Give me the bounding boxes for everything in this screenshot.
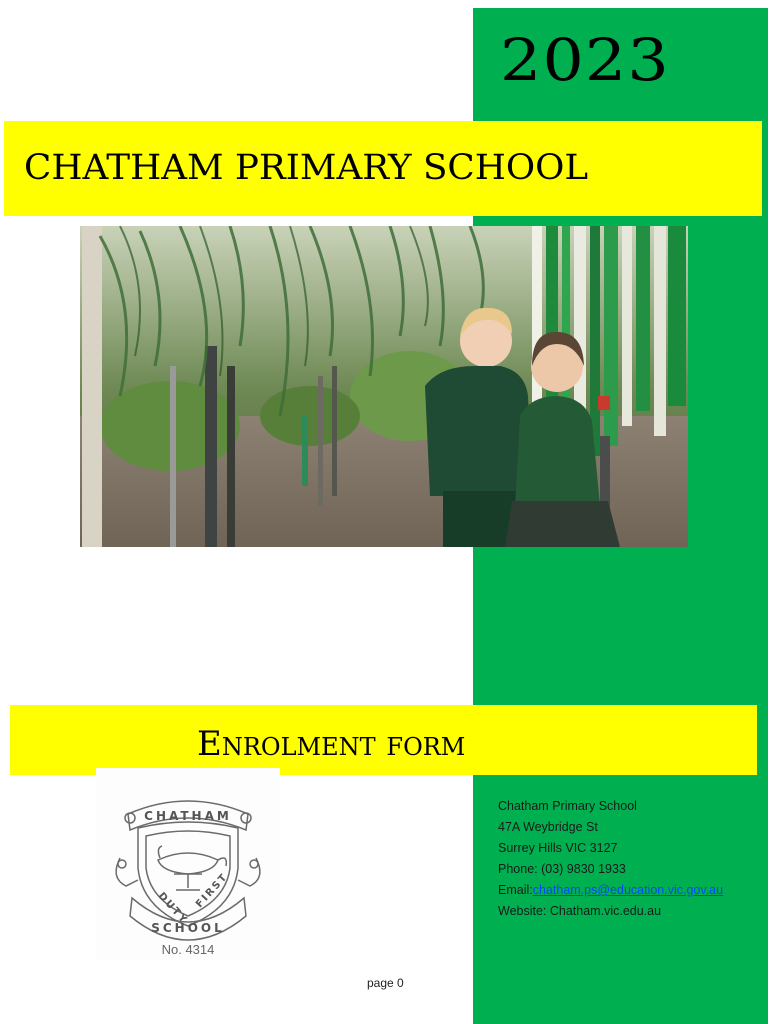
- form-title-banner: [10, 705, 757, 775]
- contact-school-name: Chatham Primary School: [498, 799, 637, 813]
- contact-email-row: [498, 880, 723, 901]
- contact-suburb: Surrey Hills VIC 3127: [498, 841, 618, 855]
- school-crest: [96, 768, 280, 960]
- contact-details: [498, 796, 723, 922]
- school-title: CHATHAM PRIMARY SCHOOL: [24, 148, 589, 188]
- svg-text:SCHOOL: SCHOOL: [151, 921, 225, 935]
- contact-phone: Phone: (03) 9830 1933: [498, 862, 626, 876]
- photo-illustration: [80, 226, 688, 547]
- contact-email-label: Email:: [498, 883, 533, 897]
- crest-icon: [96, 768, 280, 960]
- year-heading: 2023: [500, 26, 670, 94]
- page-number: page 0: [367, 976, 404, 990]
- contact-street: 47A Weybridge St: [498, 820, 598, 834]
- svg-text:CHATHAM: CHATHAM: [144, 809, 232, 823]
- contact-website: Website: Chatham.vic.edu.au: [498, 904, 662, 918]
- cover-photo: [80, 226, 688, 547]
- school-number: No. 4314: [161, 942, 215, 957]
- svg-text:FIRST: FIRST: [194, 871, 231, 911]
- svg-text:DUTY: DUTY: [155, 890, 190, 927]
- school-title-banner: [4, 121, 762, 216]
- form-title: Enrolment form: [197, 724, 466, 764]
- contact-email-link[interactable]: chatham.ps@education.vic.gov.au: [532, 883, 724, 897]
